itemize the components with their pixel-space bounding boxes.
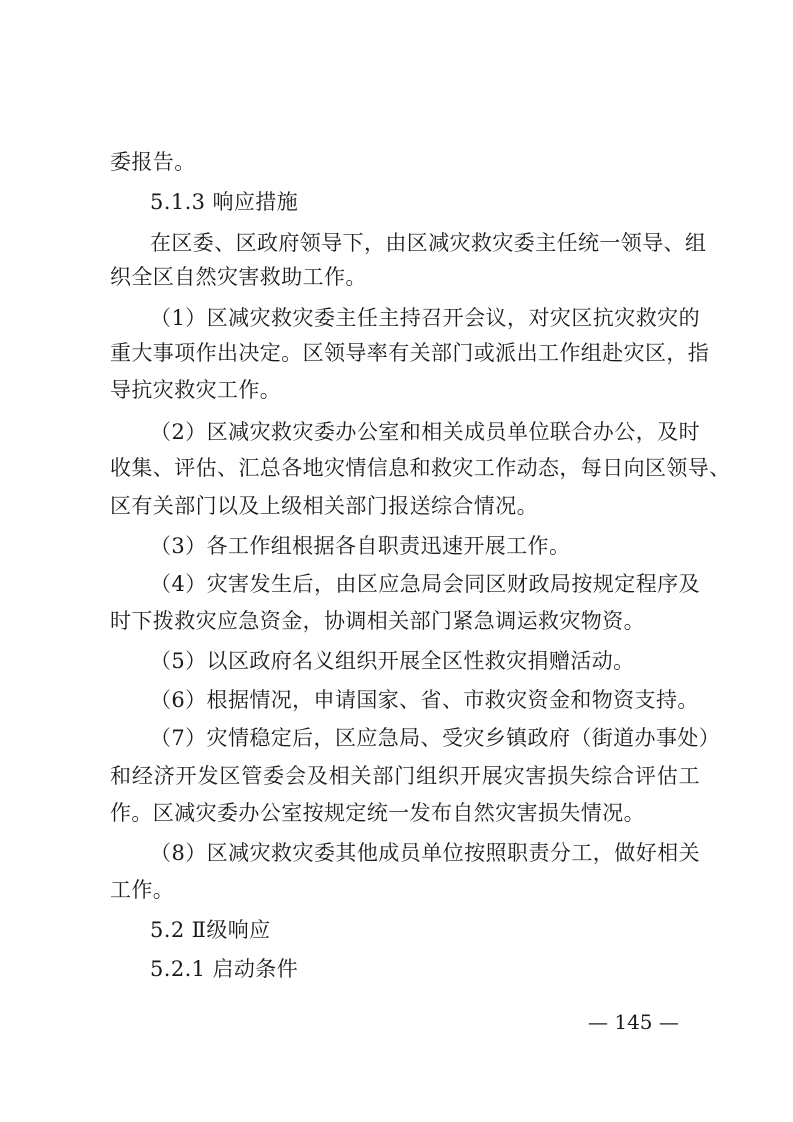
page-number: — 145 — bbox=[588, 1010, 679, 1034]
body-line: 委报告。 bbox=[110, 150, 196, 174]
list-item-4: （4）灾害发生后，由区应急局会同区财政局按规定程序及 bbox=[150, 572, 700, 596]
body-line: 在区委、区政府领导下，由区减灾救灾委主任统一领导、组 bbox=[150, 231, 707, 255]
body-line: 收集、评估、汇总各地灾情信息和救灾工作动态，每日向区领导、 bbox=[110, 456, 731, 480]
section-heading-5-1-3: 5.1.3 响应措施 bbox=[150, 190, 299, 214]
body-line: 织全区自然灾害救助工作。 bbox=[110, 265, 367, 289]
body-line: 工作。 bbox=[110, 878, 175, 902]
list-item-8: （8）区减灾救灾委其他成员单位按照职责分工，做好相关 bbox=[150, 841, 700, 865]
list-item-7: （7）灾情稳定后，区应急局、受灾乡镇政府（街道办事处） bbox=[150, 726, 721, 750]
list-item-6: （6）根据情况，申请国家、省、市救灾资金和物资支持。 bbox=[150, 688, 699, 712]
body-line: 和经济开发区管委会及相关部门组织开展灾害损失综合评估工 bbox=[110, 764, 700, 788]
body-line: 时下拨救灾应急资金，协调相关部门紧急调运救灾物资。 bbox=[110, 609, 645, 633]
list-item-2: （2）区减灾救灾委办公室和相关成员单位联合办公，及时 bbox=[150, 420, 700, 444]
body-line: 区有关部门以及上级相关部门报送综合情况。 bbox=[110, 494, 538, 518]
list-item-5: （5）以区政府名义组织开展全区性救灾捐赠活动。 bbox=[150, 649, 635, 673]
list-item-1: （1）区减灾救灾委主任主持召开会议，对灾区抗灾救灾的 bbox=[150, 306, 700, 330]
body-line: 作。区减灾委办公室按规定统一发布自然灾害损失情况。 bbox=[110, 801, 645, 825]
body-line: 重大事项作出决定。区领导率有关部门或派出工作组赴灾区，指 bbox=[110, 341, 710, 365]
section-heading-5-2: 5.2 Ⅱ级响应 bbox=[150, 918, 271, 942]
section-heading-5-2-1: 5.2.1 启动条件 bbox=[150, 957, 299, 981]
list-item-3: （3）各工作组根据各自职责迅速开展工作。 bbox=[150, 534, 571, 558]
body-line: 导抗灾救灾工作。 bbox=[110, 378, 282, 402]
